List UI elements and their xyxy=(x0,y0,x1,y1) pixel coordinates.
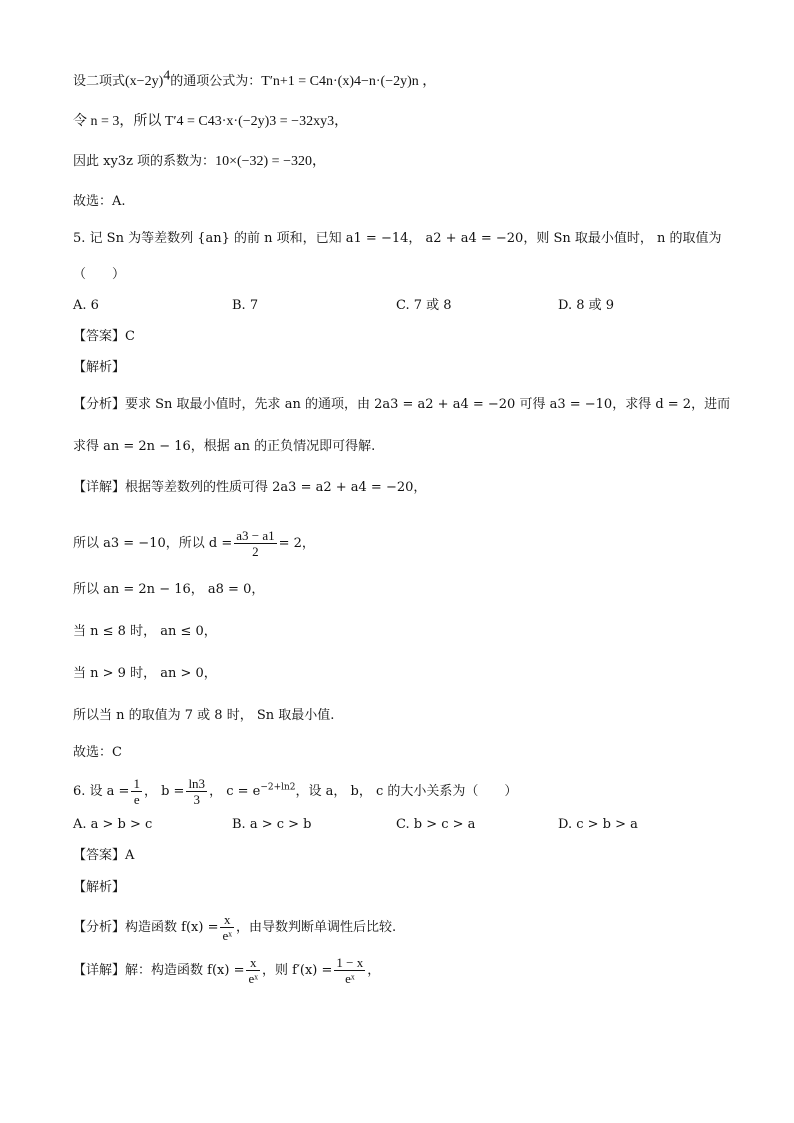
xiangjie-tag: 【详解】 xyxy=(73,963,126,978)
formula: 10×(−32) = −320， xyxy=(215,154,326,169)
q5-step-an: 所以 an = 2n − 16， a8 = 0， xyxy=(73,582,265,597)
stem-text: ， c = e xyxy=(209,784,261,799)
stem-text: ， b = xyxy=(143,784,185,799)
q5-fenxi-line-2: 求得 an = 2n − 16，根据 an 的正负情况即可得解. xyxy=(73,439,376,454)
q6-option-a: A. a > b > c xyxy=(73,817,153,832)
coefficient-line xyxy=(73,152,326,172)
q6-option-b: B. a > c > b xyxy=(232,817,312,832)
q5-xiangjie-line xyxy=(73,478,426,498)
exponent: −2+ln2 xyxy=(260,782,296,793)
fraction-numerator: ln3 xyxy=(188,776,206,791)
answer-choice-line: 故选：A. xyxy=(73,194,126,209)
xiangjie-text: ，则 f′(x) = xyxy=(262,963,333,978)
q5-option-d: D. 8 或 9 xyxy=(558,298,615,313)
question-5-paren: （ ） xyxy=(73,267,126,282)
q5-option-a: A. 6 xyxy=(73,298,99,313)
q5-answer xyxy=(73,327,135,347)
fraction-denominator: eˣ xyxy=(222,928,232,943)
q6-answer xyxy=(73,846,134,866)
stem-text: 6. 设 a = xyxy=(73,784,130,799)
binomial-term-line xyxy=(73,68,437,92)
fraction-denominator: 3 xyxy=(193,792,200,807)
text: 因此 xy3z 项的系数为： xyxy=(73,154,216,169)
q5-step-d xyxy=(73,528,315,559)
xiangjie-tag: 【详解】 xyxy=(73,480,126,495)
q5-step-gt9: 当 n > 9 时， an > 0， xyxy=(73,666,217,681)
text: 设二项式 xyxy=(73,74,126,89)
answer-value: C xyxy=(125,329,135,344)
fenxi-text: 要求 Sn 取最小值时，先求 an 的通项，由 2a3 = a2 + a4 = −20 可得 a3 = −10，求得 d = 2，进而 xyxy=(125,397,731,412)
q5-conclusion: 所以当 n 的取值为 7 或 8 时， Sn 取最小值. xyxy=(73,708,335,723)
fenxi-tag: 【分析】 xyxy=(73,920,126,935)
q5-step-le8: 当 n ≤ 8 时， an ≤ 0， xyxy=(73,624,217,639)
q6-option-d: D. c > b > a xyxy=(558,817,638,832)
step-text: 所以 a3 = −10，所以 d = xyxy=(73,536,233,551)
fraction-numerator: 1 xyxy=(133,776,140,791)
substitute-line: 令 n = 3，所以 T′4 = C43·x·(−2y)3 = −32xy3， xyxy=(73,114,349,129)
exponent: 4 xyxy=(163,68,171,84)
a-fraction xyxy=(131,776,142,807)
q5-choice: 故选：C xyxy=(73,745,122,760)
fraction-numerator: a3 − a1 xyxy=(236,528,275,543)
question-6-stem xyxy=(73,776,517,807)
fenxi-tag: 【分析】 xyxy=(73,397,126,412)
fraction-denominator: 2 xyxy=(252,544,259,559)
d-fraction xyxy=(234,528,276,559)
q5-analysis-heading: 【解析】 xyxy=(73,360,126,375)
derivative-fraction xyxy=(334,955,365,986)
q5-option-c: C. 7 或 8 xyxy=(396,298,452,313)
q6-fenxi-line xyxy=(73,912,396,943)
answer-tag: 【答案】 xyxy=(73,329,126,344)
b-fraction xyxy=(186,776,207,807)
fraction-numerator: x xyxy=(246,955,260,971)
step-result: = 2， xyxy=(278,536,315,551)
fraction-numerator: 1 − x xyxy=(336,955,364,970)
q5-fenxi-line-1 xyxy=(73,395,730,415)
text: 的通项公式为： xyxy=(170,74,262,89)
stem-text: ，设 a， b， c 的大小关系为（ ） xyxy=(295,784,518,799)
q5-option-b: B. 7 xyxy=(232,298,259,313)
q6-xiangjie-line xyxy=(73,955,380,986)
fenxi-text: 构造函数 f(x) = xyxy=(125,920,219,935)
fx-fraction xyxy=(220,912,234,943)
answer-value: A xyxy=(125,848,135,863)
fenxi-text: ，由导数判断单调性后比较. xyxy=(236,920,397,935)
formula: T′n+1 = C4n·(x)4−n·(−2y)n ， xyxy=(261,74,437,89)
fx-fraction xyxy=(246,955,260,986)
answer-tag: 【答案】 xyxy=(73,848,126,863)
q6-option-c: C. b > c > a xyxy=(396,817,476,832)
xiangjie-text: 解：构造函数 f(x) = xyxy=(125,963,245,978)
fraction-denominator: eˣ xyxy=(248,971,258,986)
q6-analysis-heading: 【解析】 xyxy=(73,880,126,895)
fraction-denominator: e xyxy=(133,792,140,807)
fraction-denominator: eˣ xyxy=(345,971,355,986)
xiangjie-text: ， xyxy=(367,963,381,978)
fraction-numerator: x xyxy=(220,912,234,928)
expression: (x−2y) xyxy=(125,74,164,89)
xiangjie-text: 根据等差数列的性质可得 2a3 = a2 + a4 = −20， xyxy=(125,480,427,495)
question-5-stem: 5. 记 Sn 为等差数列 {an} 的前 n 项和，已知 a1 = −14， a2 + a4 = −20，则 Sn 取最小值时， n 的取值为 xyxy=(73,231,722,246)
